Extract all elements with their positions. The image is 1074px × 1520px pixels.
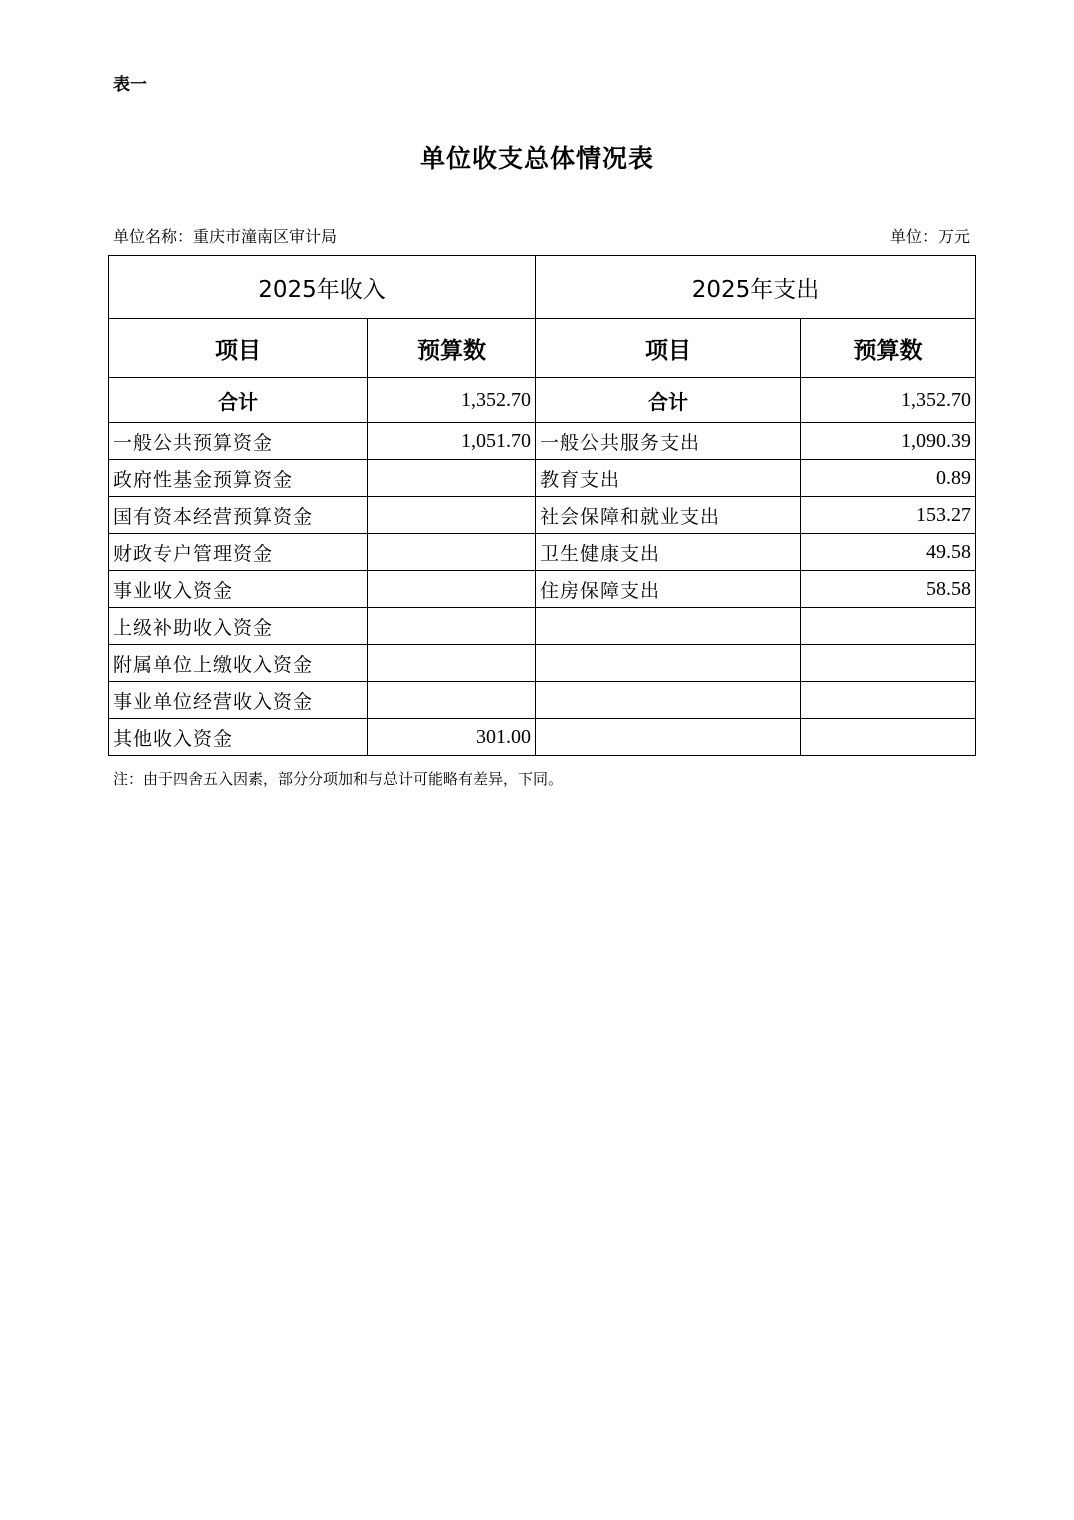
header-row-columns: [109, 319, 976, 378]
income-budget-header: 预算数: [368, 319, 536, 378]
income-value-cell: [368, 645, 536, 682]
income-value-cell: [368, 608, 536, 645]
table-row: [109, 497, 976, 534]
table-row: [109, 682, 976, 719]
expense-value-cell: 1,090.39: [801, 423, 976, 460]
document-title: 单位收支总体情况表: [419, 144, 654, 173]
expense-item-cell: [536, 719, 801, 756]
income-value-cell: [368, 460, 536, 497]
expense-item-cell: 卫生健康支出: [536, 534, 801, 571]
table-row: [109, 645, 976, 682]
table-row: [109, 534, 976, 571]
expense-value-cell: [801, 645, 976, 682]
income-value-cell: 301.00: [368, 719, 536, 756]
expense-value-cell: [801, 682, 976, 719]
expense-total-value: 1,352.70: [801, 378, 976, 423]
expense-item-cell: 教育支出: [536, 460, 801, 497]
income-value-cell: 1,051.70: [368, 423, 536, 460]
income-item-cell: 其他收入资金: [109, 719, 368, 756]
expense-total-label: 合计: [536, 378, 801, 423]
budget-table: [108, 255, 976, 756]
income-item-header: 项目: [109, 319, 368, 378]
expense-value-cell: 49.58: [801, 534, 976, 571]
income-item-cell: 政府性基金预算资金: [109, 460, 368, 497]
table-row: [109, 423, 976, 460]
income-item-cell: 一般公共预算资金: [109, 423, 368, 460]
income-item-cell: 事业收入资金: [109, 571, 368, 608]
income-value-cell: [368, 571, 536, 608]
income-item-cell: 事业单位经营收入资金: [109, 682, 368, 719]
income-total-label: 合计: [109, 378, 368, 423]
header-row-years: [109, 256, 976, 319]
income-item-cell: 上级补助收入资金: [109, 608, 368, 645]
income-value-cell: [368, 534, 536, 571]
table-row: [109, 608, 976, 645]
unit-name: 单位名称：重庆市潼南区审计局: [113, 227, 338, 246]
meta-row: [113, 224, 970, 246]
expense-item-cell: 社会保障和就业支出: [536, 497, 801, 534]
expense-item-cell: 一般公共服务支出: [536, 423, 801, 460]
income-value-cell: [368, 682, 536, 719]
expense-value-cell: 0.89: [801, 460, 976, 497]
table-number: 表一: [113, 75, 147, 95]
expense-item-cell: [536, 682, 801, 719]
expense-item-cell: [536, 645, 801, 682]
income-value-cell: [368, 497, 536, 534]
expense-item-cell: [536, 608, 801, 645]
expense-value-cell: 153.27: [801, 497, 976, 534]
table-row: [109, 460, 976, 497]
total-row: [109, 378, 976, 423]
expense-budget-header: 预算数: [801, 319, 976, 378]
expense-value-cell: [801, 608, 976, 645]
expense-value-cell: [801, 719, 976, 756]
income-total-value: 1,352.70: [368, 378, 536, 423]
income-item-cell: 国有资本经营预算资金: [109, 497, 368, 534]
income-item-cell: 财政专户管理资金: [109, 534, 368, 571]
income-header: 2025年收入: [109, 256, 536, 319]
expense-value-cell: 58.58: [801, 571, 976, 608]
table-row: [109, 719, 976, 756]
income-item-cell: 附属单位上缴收入资金: [109, 645, 368, 682]
expense-item-header: 项目: [536, 319, 801, 378]
expense-header: 2025年支出: [536, 256, 976, 319]
table-row: [109, 571, 976, 608]
expense-item-cell: 住房保障支出: [536, 571, 801, 608]
unit-of-measure: 单位：万元: [889, 227, 970, 246]
footnote: 注：由于四舍五入因素，部分分项加和与总计可能略有差异，下同。: [113, 770, 564, 788]
